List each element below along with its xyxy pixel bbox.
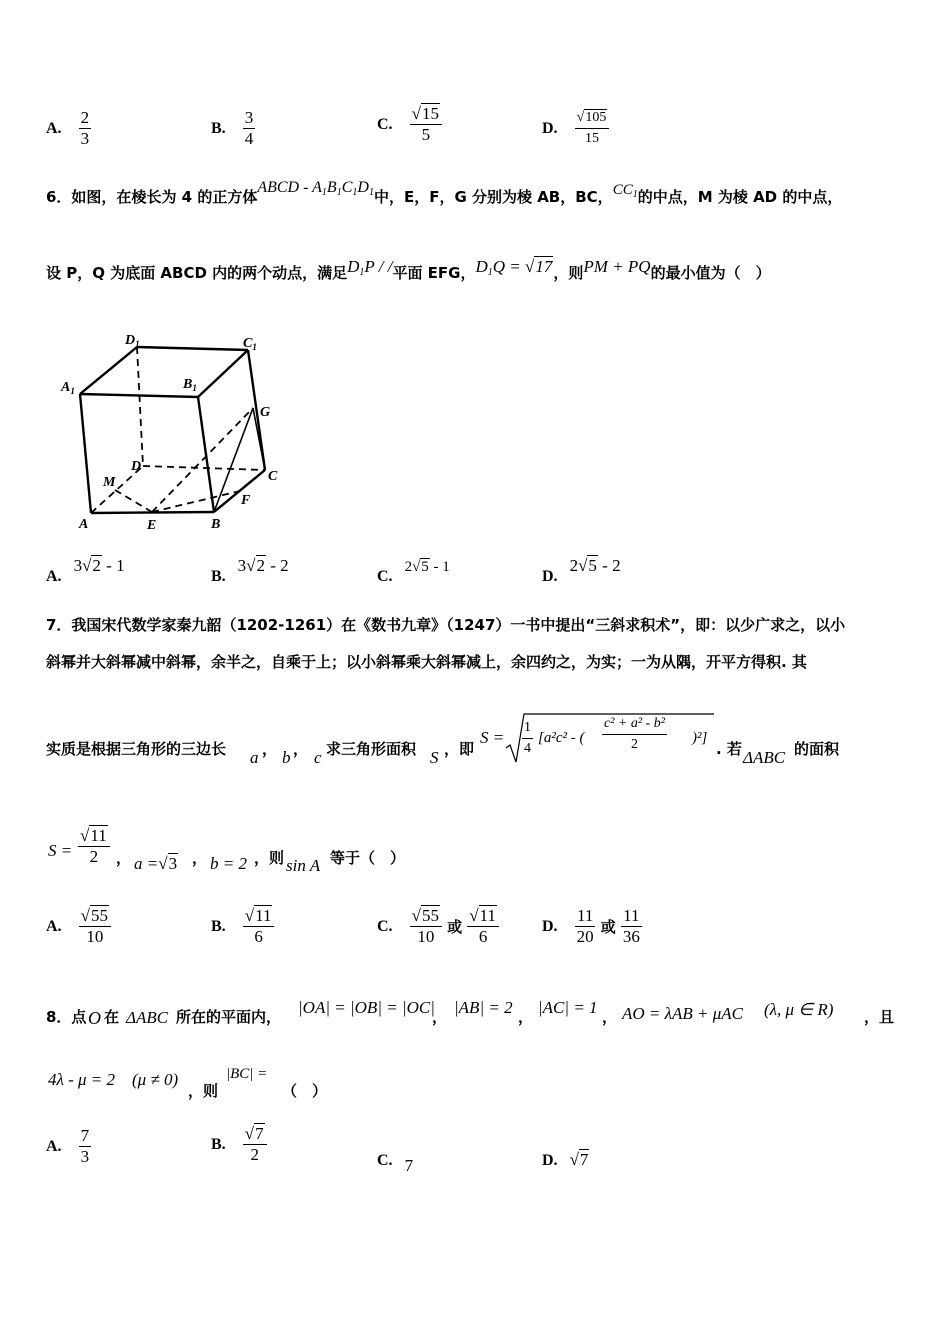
condition-length: $D_1Q = √17$ [475, 257, 553, 278]
edge-d1-c1 [137, 347, 248, 350]
label-e: E [147, 518, 157, 533]
fraction [243, 108, 256, 149]
q8-option-b[interactable] [211, 1124, 267, 1165]
q8-option-d[interactable] [542, 1150, 589, 1170]
q6-text-d2: 的最小值为（ ） [650, 264, 771, 282]
separator: ， [116, 849, 132, 867]
q6-text-a2: 设 P，Q 为底面 ABCD 内的两个动点，满足 [46, 264, 348, 282]
option-label: A. [46, 568, 62, 585]
denominator: 3 [80, 129, 90, 148]
fraction [79, 108, 92, 149]
formula-inner: [a²c² - ( [538, 730, 585, 746]
condition-parallel: $D_1P$ / / [347, 257, 393, 278]
option-label: A. [46, 119, 62, 137]
option-label: C. [377, 568, 393, 585]
q8-text-g: ，且 [864, 1008, 895, 1026]
equal-lengths: |OA| = |OB| = |OC| [298, 998, 435, 1017]
option-label: B. [211, 119, 226, 137]
q6-option-c[interactable] [377, 556, 450, 585]
separator: ， [262, 740, 278, 758]
label-c: C [268, 469, 278, 484]
fraction: $\frac{11}{36}$ [622, 906, 640, 946]
separator: ， [192, 849, 208, 867]
fraction: $\frac{11}{20}$ [576, 906, 594, 946]
fraction: $\frac{√11}{6}$ [467, 906, 499, 947]
q7-text-c: ，即 [444, 740, 475, 758]
triangle-abc: ΔABC [126, 1008, 169, 1027]
quarter-fraction: $\frac{1}{4}$ [524, 720, 531, 756]
triangle-abc: ΔABC [743, 748, 786, 767]
fraction: $\frac{√7}{2}$ [243, 1124, 267, 1165]
option-label: C. [377, 115, 393, 133]
q6-text-a: 6．如图，在棱长为 4 的正方体 [46, 188, 258, 206]
option-label: B. [211, 1135, 226, 1153]
q8-text-a: 8．点 [46, 1008, 87, 1026]
option-value: 2√5 - 1 [404, 559, 450, 575]
denominator: 4 [244, 129, 254, 148]
q5-option-d[interactable] [542, 108, 609, 149]
area-s: S = [48, 841, 73, 860]
edge-d1-d [137, 347, 143, 466]
option-label: B. [211, 917, 226, 935]
option-value: √7 [569, 1150, 589, 1169]
label-g: G [260, 405, 271, 420]
var-a-value: a =√3 [134, 854, 178, 873]
q7-line1: 7．我国宋代数学家秦九韶（1202-1261）在《数书九章》（1247）一书中提出“三斜求积术”，即：以少广求之，以小 [46, 616, 846, 634]
var-a: a [250, 748, 259, 767]
edge-d-c [143, 466, 265, 470]
option-value: 3√2 - 1 [73, 556, 125, 575]
q6-line1 [46, 179, 926, 208]
or-word: 或 [447, 918, 463, 936]
formula-end: )²] [692, 730, 708, 746]
q6-option-d[interactable] [542, 556, 621, 585]
cube-name: ABCD - $A_1B_1C_1D_1$ [257, 179, 374, 198]
cos-fraction: $\frac{\text{c² + a² - b²}}{2}$ [604, 716, 665, 752]
option-label: D. [542, 568, 558, 585]
q6-text-b: 中， [373, 188, 404, 206]
q8-line2 [46, 1060, 646, 1100]
edge-a1-d1 [80, 347, 137, 394]
q7-line4 [46, 824, 746, 878]
q7-option-d[interactable] [542, 906, 642, 947]
q7-text-then: ，则 [254, 849, 285, 867]
length-bc: |BC| = [226, 1066, 268, 1082]
label-d: D [131, 459, 142, 474]
option-label: C. [377, 917, 393, 935]
numerator: 3 [244, 108, 254, 127]
q7-text-a: 实质是根据三角形的三边长 [46, 740, 227, 758]
q5-option-c[interactable] [377, 104, 442, 145]
fraction: $\frac{7}{3}$ [80, 1126, 90, 1166]
area-fraction: $\frac{√11}{2}$ [78, 826, 110, 867]
edge-cc1: $CC_1$ [612, 182, 638, 200]
denominator: 5 [421, 125, 431, 144]
length-ab: |AB| = 2 [454, 998, 513, 1017]
q8-text-then: ，则 [188, 1082, 219, 1100]
q5-option-b[interactable] [211, 108, 255, 149]
label-b1: $B_1$ [183, 377, 197, 393]
q7-text-e: 的面积 [794, 740, 840, 758]
point-o: O [88, 1008, 101, 1028]
option-value: 7 [404, 1156, 414, 1175]
q7-text-d: . 若 [716, 740, 742, 758]
edge-a1-a [80, 394, 91, 513]
label-m: M [103, 475, 116, 490]
edge-m-e [115, 490, 152, 512]
q8-option-c[interactable] [377, 1150, 414, 1175]
numerator: √105 [575, 108, 610, 129]
option-label: B. [211, 568, 226, 585]
label-a1: $A_1$ [61, 380, 75, 396]
numerator: 2 [80, 108, 90, 127]
option-value: 2√5 - 2 [569, 556, 621, 575]
vector-ao: AO = λAB + μAC [622, 1004, 743, 1023]
separator: ， [602, 1008, 618, 1026]
label-b: B [211, 517, 221, 532]
q6-line2 [46, 257, 926, 284]
label-f: F [241, 493, 251, 508]
separator: ， [518, 1008, 534, 1026]
var-b: b [282, 748, 291, 767]
option-label: D. [542, 119, 558, 137]
var-s: S [430, 748, 439, 767]
sin-a: sin A [286, 856, 321, 875]
expression: PM + PQ [583, 257, 651, 276]
fraction [410, 104, 442, 145]
option-label: A. [46, 1137, 62, 1155]
q7-option-b[interactable] [211, 906, 274, 947]
q7-option-c[interactable] [377, 906, 499, 947]
q6-text-d: 的中点，M 为棱 AD 的中点， [637, 188, 843, 206]
mu-condition: (μ ≠ 0) [132, 1070, 179, 1089]
label-a: A [79, 517, 89, 532]
numerator: √15 [410, 104, 442, 125]
var-c: c [314, 748, 322, 767]
fraction: $\frac{√55}{10}$ [410, 906, 442, 947]
parameter-domain: (λ, μ ∈ R) [764, 1000, 834, 1019]
or-word: 或 [600, 918, 616, 936]
length-ac: |AC| = 1 [538, 998, 598, 1017]
edge-b1-c1 [198, 350, 248, 397]
hidden-edges [91, 347, 265, 513]
fraction: $\frac{√55}{10}$ [79, 906, 111, 947]
q7-text-b: 求三角形面积 [326, 740, 417, 758]
area-formula [480, 708, 716, 768]
option-label: C. [377, 1152, 393, 1169]
var-b-value: b = 2 [210, 854, 247, 873]
q8-text-blank: （ ） [282, 1082, 328, 1100]
denominator: 15 [585, 131, 599, 146]
option-value: 3√2 - 2 [237, 556, 289, 575]
q7-line3 [46, 708, 926, 768]
lambda-mu-equation: 4λ - μ = 2 [48, 1070, 116, 1089]
q6-text-b2: 平面 EFG， [392, 264, 476, 282]
cube-figure [55, 330, 295, 540]
q7-line2: 斜幂并大斜幂减中斜幂，余半之，自乘于上；以小斜幂乘大斜幂减上，余四约之，为实；一为从隅，开平方得积. 其 [46, 653, 807, 671]
formula-lhs: S = [480, 728, 505, 747]
q8-line1 [46, 992, 926, 1032]
q8-text-c: 所在的平面内， [176, 1008, 282, 1026]
fraction: $\frac{√11}{6}$ [243, 906, 275, 947]
fraction [575, 108, 610, 149]
q8-option-a[interactable] [46, 1126, 91, 1167]
q6-text-c: E，F，G 分别为棱 AB，BC， [403, 188, 613, 206]
q7-text-equals: 等于（ ） [330, 849, 406, 867]
option-label: D. [542, 1152, 558, 1169]
q8-text-b: 在 [104, 1008, 120, 1026]
label-c1: $C_1$ [243, 336, 257, 352]
q5-option-a[interactable] [46, 108, 91, 149]
q6-option-a[interactable] [46, 556, 125, 585]
q6-text-c2: ，则 [553, 264, 584, 282]
separator: ， [293, 740, 309, 758]
q7-option-a[interactable] [46, 906, 111, 947]
separator: ， [432, 1008, 448, 1026]
option-label: D. [542, 917, 558, 935]
edge-b1-b [198, 397, 214, 512]
option-label: A. [46, 917, 62, 935]
q6-option-b[interactable] [211, 556, 289, 585]
label-d1: $D_1$ [125, 333, 140, 349]
